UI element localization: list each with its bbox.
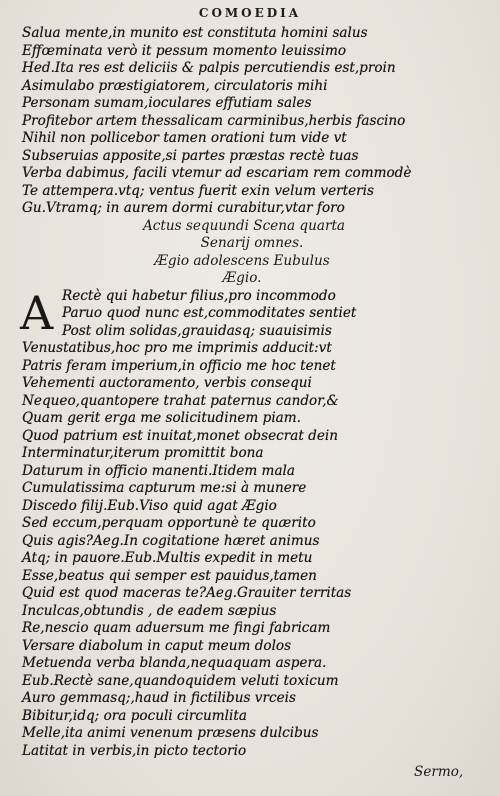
verse-line: Daturum in officio manenti.Itidem mala bbox=[22, 462, 296, 479]
verse-line: Quam gerit erga me solicitudinem piam. bbox=[22, 410, 301, 426]
verse-line: Patris feram imperium,in officio me hoc tenet bbox=[22, 357, 336, 374]
speaker-heading: Ægio. bbox=[222, 270, 262, 286]
verse-line: Nequeo,quantopere trahat paternus candor,& bbox=[22, 392, 339, 409]
verse-line: Paruo quod nunc est,commoditates sentiet bbox=[62, 305, 357, 321]
verse-line: Nihil non pollicebor tamen orationi tum vide vt bbox=[22, 130, 347, 146]
verse-line: Melle,ita animi venenum præsens dulcibus bbox=[22, 725, 319, 741]
verse-line: Re,nescio quam aduersum me fingi fabricam bbox=[22, 620, 331, 636]
verse-line: Latitat in verbis,in picto tectorio bbox=[22, 742, 247, 759]
verse-line: Venustatibus,hoc pro me imprimis adducit:vt bbox=[22, 340, 332, 356]
verse-line: Atq; in pauore.Eub.Multis expedit in metu bbox=[22, 550, 313, 566]
verse-line: Quid est quod maceras te?Aeg.Grauiter territas bbox=[22, 585, 352, 601]
verse-line: Post olim solidas,grauidasq; suauisimis bbox=[62, 322, 332, 339]
verse-line: Rectè qui habetur filius,pro incommodo bbox=[62, 287, 336, 304]
verse-line: Cumulatissima capturum me:si à munere bbox=[22, 480, 307, 496]
verse-line: Eub.Rectè sane,quandoquidem veluti toxicum bbox=[22, 672, 339, 689]
verse-line: Auro gemmasq;,haud in fictilibus vrceis bbox=[22, 690, 296, 706]
verse-line: Esse,beatus qui semper est pauidus,tamen bbox=[22, 567, 317, 584]
verse-line: Metuenda verba blanda,nequaquam aspera. bbox=[22, 655, 327, 671]
verse-line: Discedo filij.Eub.Viso quid agat Ægio bbox=[22, 497, 277, 514]
verse-line: Profitebor artem thessalicam carminibus,herbis fascino bbox=[22, 112, 406, 129]
verse-line: Salua mente,in munito est constituta homini salus bbox=[22, 25, 368, 41]
verse-line: Subseruias apposite,si partes præstas rectè tuas bbox=[22, 147, 359, 164]
catchword: Sermo, bbox=[414, 764, 464, 780]
verse-text-block bbox=[22, 25, 442, 760]
verse-line: Quis agis?Aeg.In cogitatione hæret animus bbox=[22, 532, 320, 549]
verse-line: Effœminata verò it pessum momento leuissimo bbox=[22, 42, 347, 59]
verse-line: Te attempera.vtq; ventus fuerit exin velum verteris bbox=[22, 182, 374, 199]
drop-initial-block bbox=[20, 285, 442, 341]
drop-initial: A bbox=[20, 285, 54, 340]
verse-line: Sed eccum,perquam opportunè te quærito bbox=[22, 515, 316, 531]
verse-line: Gu.Vtramq; in aurem dormi curabitur,vtar foro bbox=[22, 200, 345, 216]
verse-line: Quod patrium est inuitat,monet obsecrat dein bbox=[22, 427, 338, 444]
verse-line: Hed.Ita res est deliciis & palpis percutiendis est,proin bbox=[22, 60, 396, 76]
verse-line: Vehementi auctoramento, verbis consequi bbox=[22, 375, 312, 391]
verse-line: Verba dabimus, facili vtemur ad escariam rem commodè bbox=[22, 165, 412, 181]
verse-line: Inculcas,obtundis , de eadem sæpius bbox=[22, 602, 277, 619]
verse-line: Asimulabo præstigiatorem, circulatoris mihi bbox=[22, 77, 328, 94]
verse-line: Personam sumam,ioculares effutiam sales bbox=[22, 95, 312, 111]
cast-heading: Ægio adolescens Eubulus bbox=[154, 252, 330, 269]
act-scene-heading: Actus sequundi Scena quarta bbox=[142, 217, 346, 234]
meter-heading: Senarij omnes. bbox=[200, 235, 304, 251]
running-head: COMOEDIA bbox=[198, 6, 302, 20]
verse-line: Interminatur,iterum promittit bona bbox=[22, 445, 264, 461]
verse-line: Versare diabolum in caput meum dolos bbox=[22, 637, 292, 654]
verse-line: Bibitur,idq; ora poculi circumlita bbox=[22, 707, 247, 724]
